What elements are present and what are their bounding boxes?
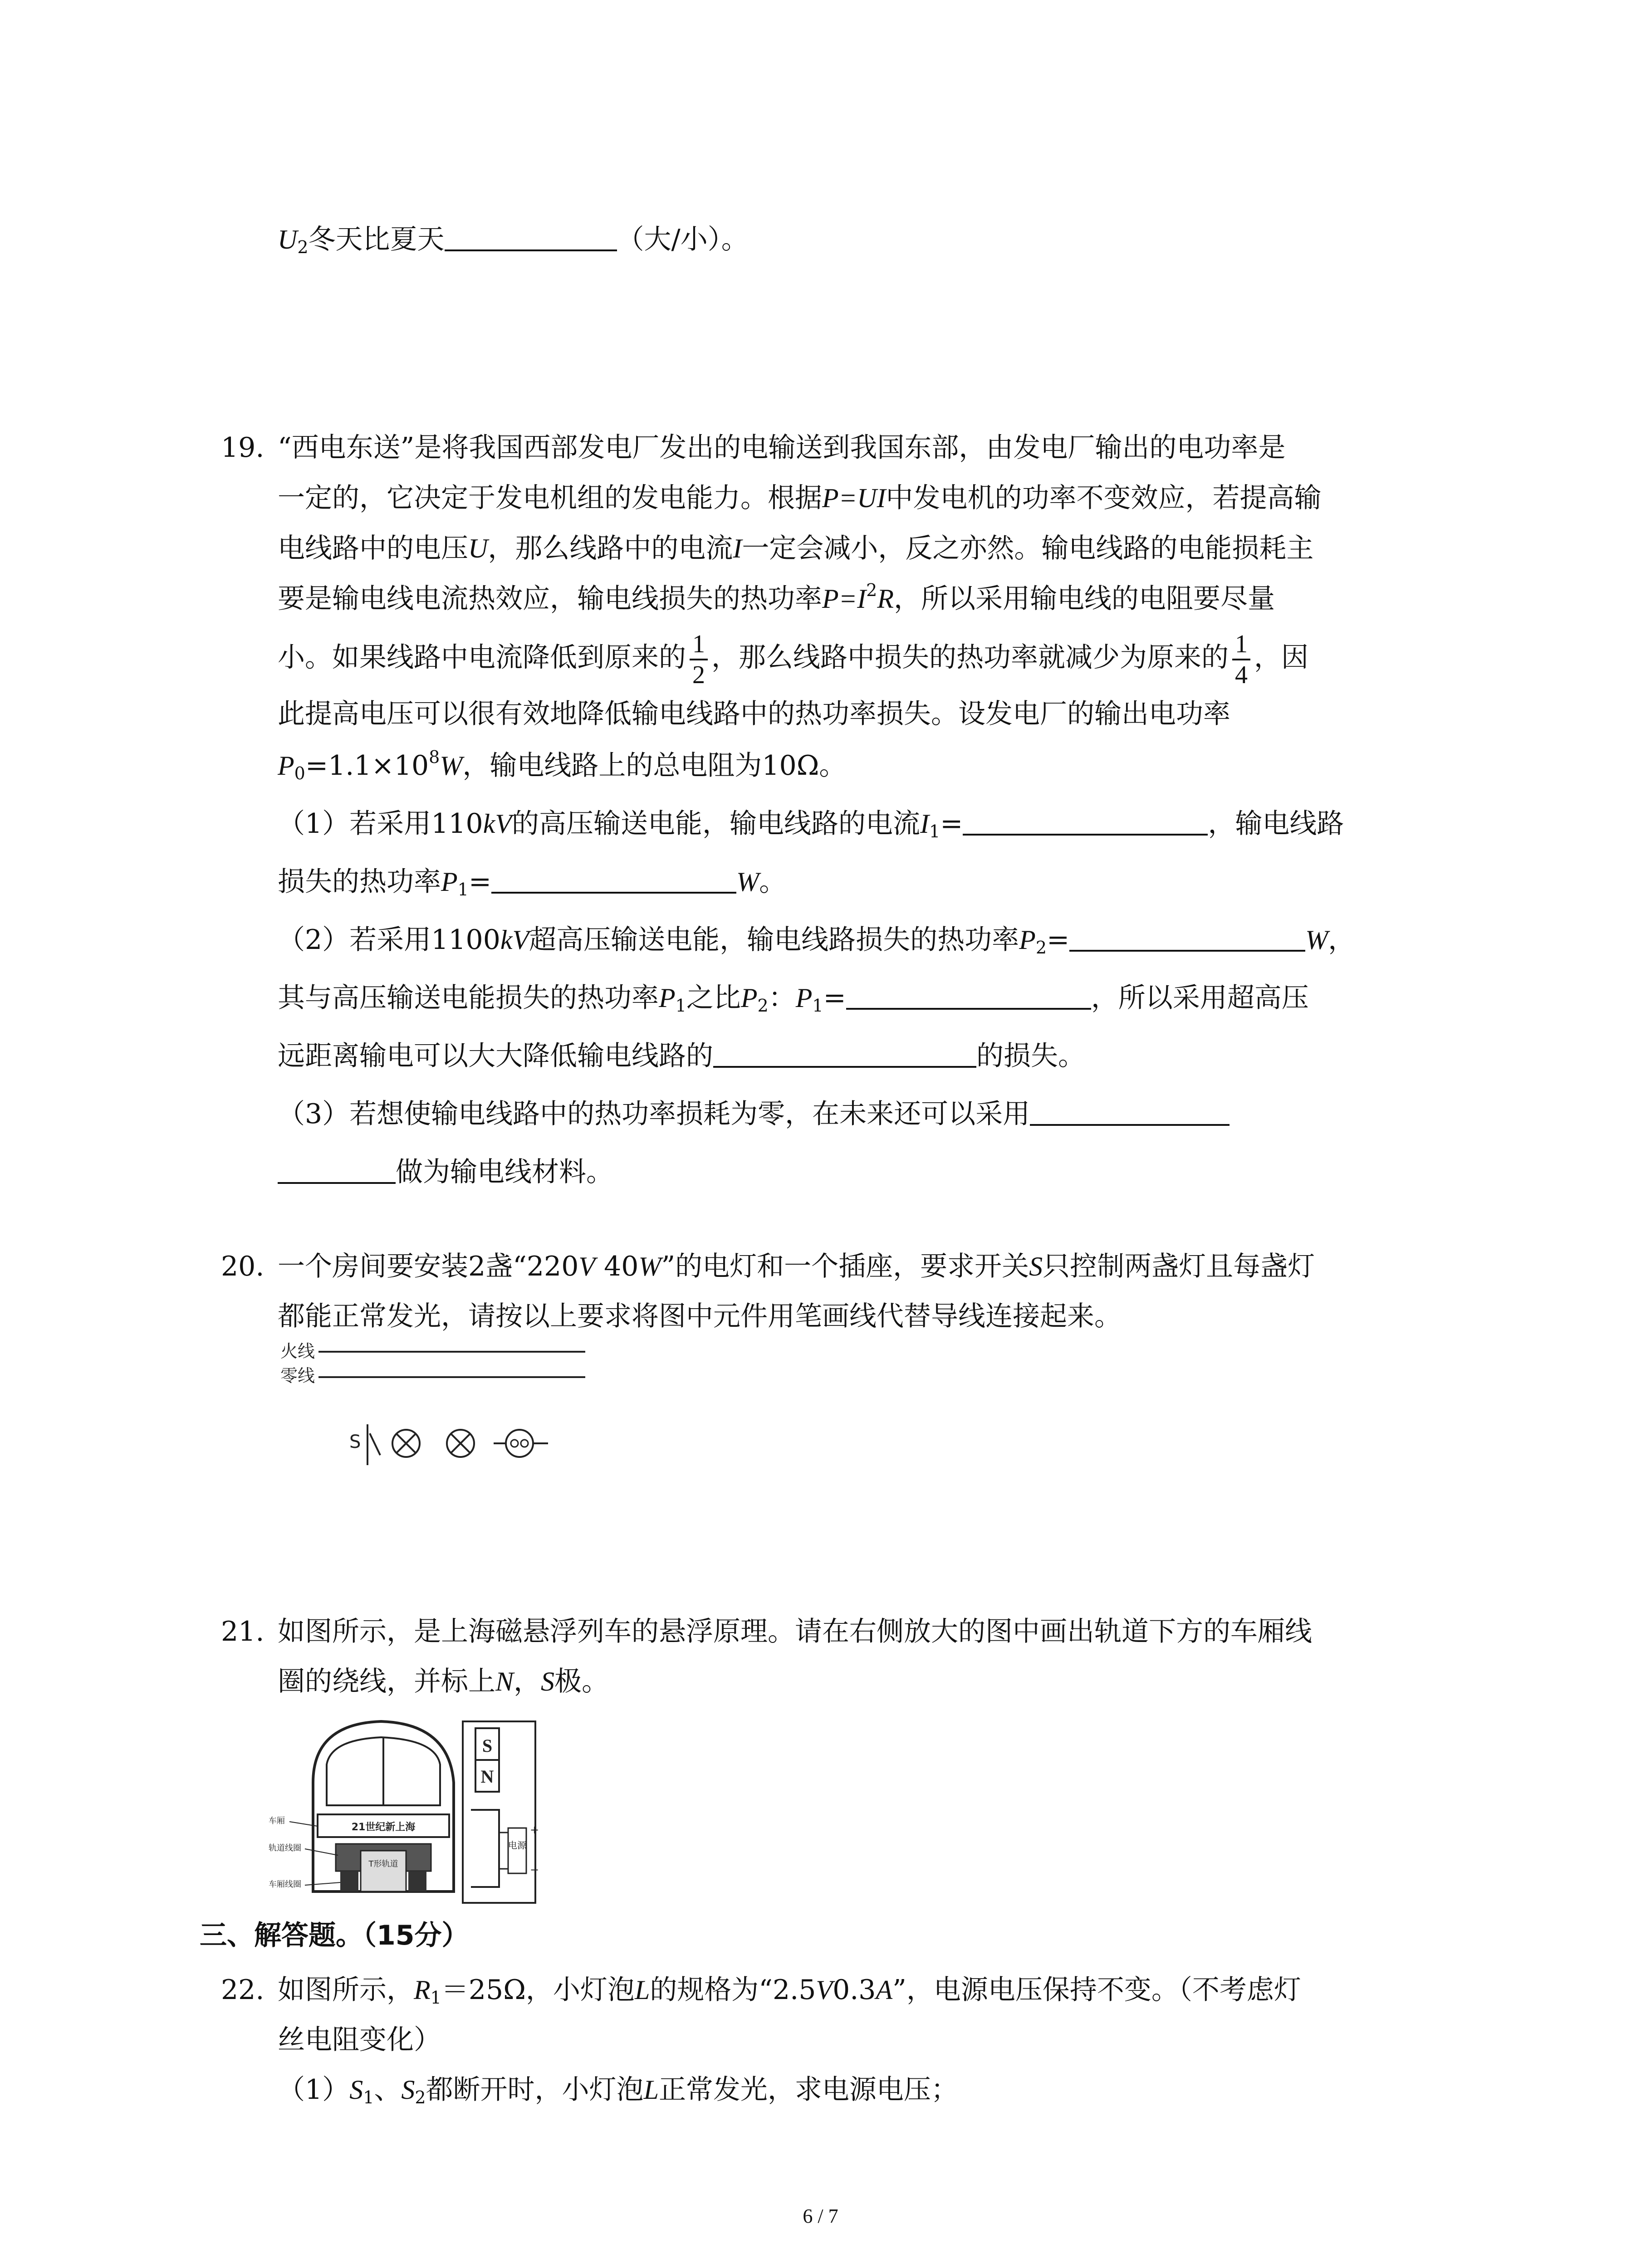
q19-line-2: 一定的，它决定于发电机组的发电能力。根据P=UI中发电机的功率不变效应，若提高输 <box>278 482 1322 514</box>
n-pole-label: N <box>480 1766 494 1787</box>
s-pole-label: S <box>482 1735 493 1756</box>
q19-line-4: 要是输电线电流热效应，输电线损失的热功率$P=I^2R$，所以采用输电线的电阻要尽量 <box>278 580 1275 615</box>
q19-part-1-line-1: （1）若采用110kV的高压输送电能，输电线路的电流$I_1=$ ，输电线路 <box>278 805 1344 843</box>
banner-text: 21世纪新上海 <box>351 1822 416 1833</box>
q19-part-3-line-1: （3）若想使输电线路中的热功率损耗为零，在未来还可以采用 <box>278 1095 1230 1133</box>
q21-line-2: 圈的绕线，并标上N，S极。 <box>278 1666 609 1697</box>
q22-line-1: 如图所示，$R_1=25\Omega$，小灯泡L的规格为“2.5V0.3A”，电源电压保持不变。（不考虑灯 <box>278 1974 1301 2008</box>
answer-blank-material[interactable] <box>1030 1097 1230 1126</box>
q19-part-2-line-3: 远距离输电可以大大降低输电线路的 的损失。 <box>278 1037 1085 1075</box>
rail-label: T形轨道 <box>368 1859 398 1869</box>
question-number: 20. <box>221 1251 265 1282</box>
q19-line-3: 电线路中的电压U，那么线路中的电流I一定会减小，反之亦然。输电线路的电能损耗主 <box>278 533 1314 564</box>
fraction-one-quarter: $\frac{1}{4}$ <box>1232 630 1250 689</box>
q18-tail-line: $U_2$冬天比夏天 （大/小）。 <box>278 220 749 259</box>
question-number: 21. <box>221 1616 265 1647</box>
answer-blank-current[interactable] <box>963 807 1208 836</box>
answer-blank-loss[interactable] <box>713 1039 976 1068</box>
answer-blank[interactable] <box>445 222 617 251</box>
q19-line-7: $P_0=1.1\times 10^8W$，输电线路上的总电阻为10Ω。 <box>278 747 847 783</box>
q20-line-2: 都能正常发光，请按以上要求将图中元件用笔画线代替导线连接起来。 <box>278 1300 1122 1332</box>
fraction-one-half: $\frac{1}{2}$ <box>690 630 708 689</box>
question-number: 22. <box>221 1974 265 2006</box>
q20-line-1: 一个房间要安装2盏“220V 40W”的电灯和一个插座，要求开关S只控制两盏灯且每盏灯 <box>278 1251 1315 1282</box>
q19-line-1: “西电东送”是将我国西部发电厂发出的电输送到我国东部，由发电厂输出的电功率是 <box>278 432 1286 464</box>
svg-text:S: S <box>349 1432 361 1452</box>
q22-line-2: 丝电阻变化） <box>278 2024 441 2056</box>
power-label: 电源 <box>508 1840 526 1851</box>
q22-part-1: $(1)S_1$、$S_2$都断开时，小灯泡L正常发光，求电源电压； <box>278 2074 958 2107</box>
power-source-icon <box>508 1828 526 1873</box>
live-wire-label: 火线 <box>280 1341 315 1361</box>
plus-label: + <box>530 1823 539 1836</box>
wiring-diagram <box>277 1338 594 1492</box>
track-coil-label: 轨道线圈 <box>269 1843 301 1853</box>
q19-part-2-line-2: 其与高压输送电能损失的热功率$P_1$之比$P_2$：$P_1=$ ，所以采用超高压 <box>278 979 1309 1017</box>
q19-part-2-line-1: （2）若采用1100kV超高压输送电能，输电线路损失的热功率$P_2= W$， <box>278 921 1355 959</box>
q19-part-3-line-2: 做为输电线材料。 <box>278 1153 613 1191</box>
neutral-wire-label: 零线 <box>280 1366 315 1386</box>
lamp-icon[interactable] <box>392 1430 420 1457</box>
car-coil-label: 车厢线圈 <box>269 1880 301 1889</box>
answer-blank-power-p1[interactable] <box>491 865 736 894</box>
q19-line-6: 此提高电压可以很有效地降低输电线路中的热功率损失。设发电厂的输出电功率 <box>278 698 1230 730</box>
socket-icon[interactable] <box>494 1430 548 1457</box>
question-number: 19. <box>221 432 265 464</box>
lamp-icon[interactable] <box>447 1430 474 1457</box>
maglev-figure <box>263 1715 554 1910</box>
q19-line-5: 小。如果线路中电流降低到原来的 $\frac{1}{2}$ ，那么线路中损失的热功率就减少为原来的 $\frac{1}{4}$ ，因 <box>278 630 1308 689</box>
train-car-illustration <box>313 1721 454 1892</box>
section-heading: 三、解答题。（15分） <box>200 1920 469 1951</box>
answer-blank-material-cont[interactable] <box>278 1155 396 1184</box>
magnet-diagram <box>463 1721 539 1903</box>
q19-part-1-line-2: 损失的热功率$P_1= W$。 <box>278 863 786 901</box>
q21-line-1: 如图所示，是上海磁悬浮列车的悬浮原理。请在右侧放大的图中画出轨道下方的车厢线 <box>278 1616 1312 1647</box>
car-label: 车厢 <box>269 1816 285 1826</box>
minus-label: − <box>530 1863 539 1876</box>
answer-blank-power-p2[interactable] <box>1069 923 1305 952</box>
switch-icon[interactable] <box>349 1424 380 1465</box>
page-number: 6 / 7 <box>803 2205 838 2227</box>
answer-blank-ratio[interactable] <box>846 981 1091 1010</box>
